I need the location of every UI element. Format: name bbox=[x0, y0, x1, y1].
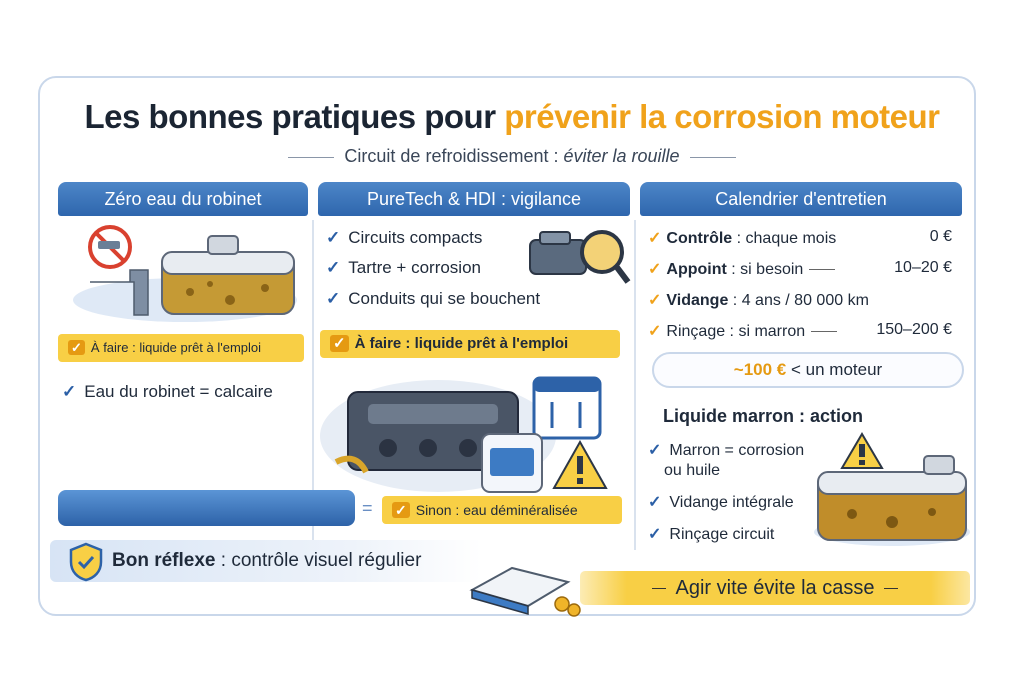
schedule-price: 0 € bbox=[929, 228, 952, 245]
col3-header: Calendrier d'entretien bbox=[640, 182, 962, 216]
schedule-desc: si marron bbox=[738, 323, 806, 340]
shield-check-icon bbox=[68, 542, 104, 582]
col2-todo-prefix: À faire : bbox=[354, 335, 411, 352]
schedule-row-2: ✓ Vidange : 4 ans / 80 000 km bbox=[648, 292, 869, 309]
leader-line bbox=[809, 269, 835, 270]
action-item-0 bbox=[648, 440, 804, 460]
equals-sign: = bbox=[362, 498, 373, 518]
col1-item bbox=[62, 382, 273, 402]
check-icon: ✓ bbox=[392, 502, 410, 518]
banner-dash-left bbox=[652, 588, 666, 589]
col1-todo-label: À faire : liquide prêt à l'emploi bbox=[90, 340, 262, 355]
col2-item-text: Conduits qui se bouchent bbox=[348, 289, 541, 308]
schedule-row-1: ✓ Appoint : si besoin bbox=[648, 259, 841, 279]
schedule-label: Rinçage bbox=[666, 323, 726, 340]
title-part1: Les bonnes pratiques pour bbox=[84, 98, 505, 135]
col1-header: Zéro eau du robinet bbox=[58, 182, 308, 216]
calendar-icon bbox=[534, 378, 600, 438]
engine-part-magnifier-icon bbox=[526, 222, 630, 292]
cost-comparison-pill bbox=[652, 352, 964, 388]
rusty-coolant-tank-icon bbox=[812, 432, 972, 550]
schedule-desc: 4 ans / 80 000 km bbox=[741, 292, 869, 309]
warning-icon bbox=[842, 434, 882, 468]
subtitle-emphasis: éviter la rouille bbox=[563, 146, 680, 166]
check-icon: ✓ bbox=[648, 442, 662, 459]
fallback-text: Sinon : eau déminéralisée bbox=[415, 502, 578, 518]
check-icon: ✓ bbox=[62, 382, 77, 401]
col1-item-text: Eau du robinet = calcaire bbox=[84, 382, 273, 401]
schedule-row-0: ✓ Contrôle : chaque mois bbox=[648, 230, 837, 247]
subtitle-dash-right bbox=[690, 157, 736, 158]
leader-line bbox=[811, 331, 837, 332]
subtitle bbox=[0, 146, 1024, 167]
schedule-desc: si besoin bbox=[740, 261, 804, 278]
check-icon: ✓ bbox=[648, 261, 662, 278]
check-icon: ✓ bbox=[326, 258, 341, 277]
col2-item-0 bbox=[326, 228, 482, 248]
col2-todo-banner bbox=[320, 330, 620, 358]
check-icon: ✓ bbox=[326, 228, 341, 247]
col2-item-1 bbox=[326, 258, 481, 278]
subtitle-dash-left bbox=[288, 157, 334, 158]
col2-todo-text: liquide prêt à l'emploi bbox=[414, 335, 569, 352]
check-icon: ✓ bbox=[330, 335, 349, 352]
page-title bbox=[0, 98, 1024, 136]
action-title: Liquide marron : action bbox=[663, 406, 864, 426]
col2-item-2 bbox=[326, 289, 540, 309]
check-icon: ✓ bbox=[648, 526, 662, 543]
compare-text: < un moteur bbox=[791, 360, 883, 379]
closing-banner-text: Agir vite évite la casse bbox=[675, 577, 875, 599]
action-item-2 bbox=[648, 524, 774, 544]
tip-banner bbox=[50, 540, 482, 582]
action-text: Marron = corrosion bbox=[669, 442, 805, 459]
check-icon: ✓ bbox=[648, 292, 662, 309]
coolant-bottle-icon bbox=[482, 434, 542, 492]
col2-header: PureTech & HDI : vigilance bbox=[318, 182, 630, 216]
coolant-tank-icon bbox=[162, 236, 294, 314]
schedule-label: Vidange bbox=[666, 292, 729, 309]
check-icon: ✓ bbox=[68, 340, 85, 355]
schedule-price: 150–200 € bbox=[876, 321, 952, 338]
column-divider-2 bbox=[634, 220, 636, 550]
engine-bay-icon bbox=[318, 372, 630, 494]
banner-dash-right bbox=[884, 588, 898, 589]
closing-banner bbox=[580, 571, 970, 605]
fallback-banner bbox=[382, 496, 622, 524]
warning-icon bbox=[554, 442, 606, 488]
action-item-1 bbox=[648, 492, 794, 512]
tip-rest: : contrôle visuel régulier bbox=[215, 550, 422, 571]
subtitle-part1: Circuit de refroidissement : bbox=[344, 146, 559, 166]
tip-bold: Bon réflexe bbox=[112, 550, 216, 571]
check-icon: ✓ bbox=[326, 289, 341, 308]
schedule-label: Contrôle bbox=[666, 230, 733, 247]
blue-bar bbox=[58, 490, 355, 526]
compare-value: ~100 € bbox=[733, 360, 787, 379]
schedule-row-3: ✓ Rinçage : si marron bbox=[648, 321, 843, 341]
check-icon: ✓ bbox=[648, 494, 662, 511]
no-tap-water-icon bbox=[70, 222, 300, 322]
title-highlight: prévenir la corrosion moteur bbox=[504, 98, 940, 135]
col1-todo-banner bbox=[58, 334, 304, 362]
action-text-continued: ou huile bbox=[664, 462, 721, 479]
col2-item-text: Circuits compacts bbox=[348, 228, 483, 247]
action-text: Vidange intégrale bbox=[669, 494, 794, 511]
check-icon: ✓ bbox=[648, 230, 662, 247]
col2-item-text: Tartre + corrosion bbox=[348, 258, 481, 277]
money-book-icon bbox=[466, 560, 586, 620]
schedule-label: Appoint bbox=[666, 261, 727, 278]
action-text: Rinçage circuit bbox=[669, 526, 775, 543]
check-icon: ✓ bbox=[648, 323, 662, 340]
schedule-price: 10–20 € bbox=[894, 259, 952, 276]
schedule-desc: chaque mois bbox=[745, 230, 837, 247]
